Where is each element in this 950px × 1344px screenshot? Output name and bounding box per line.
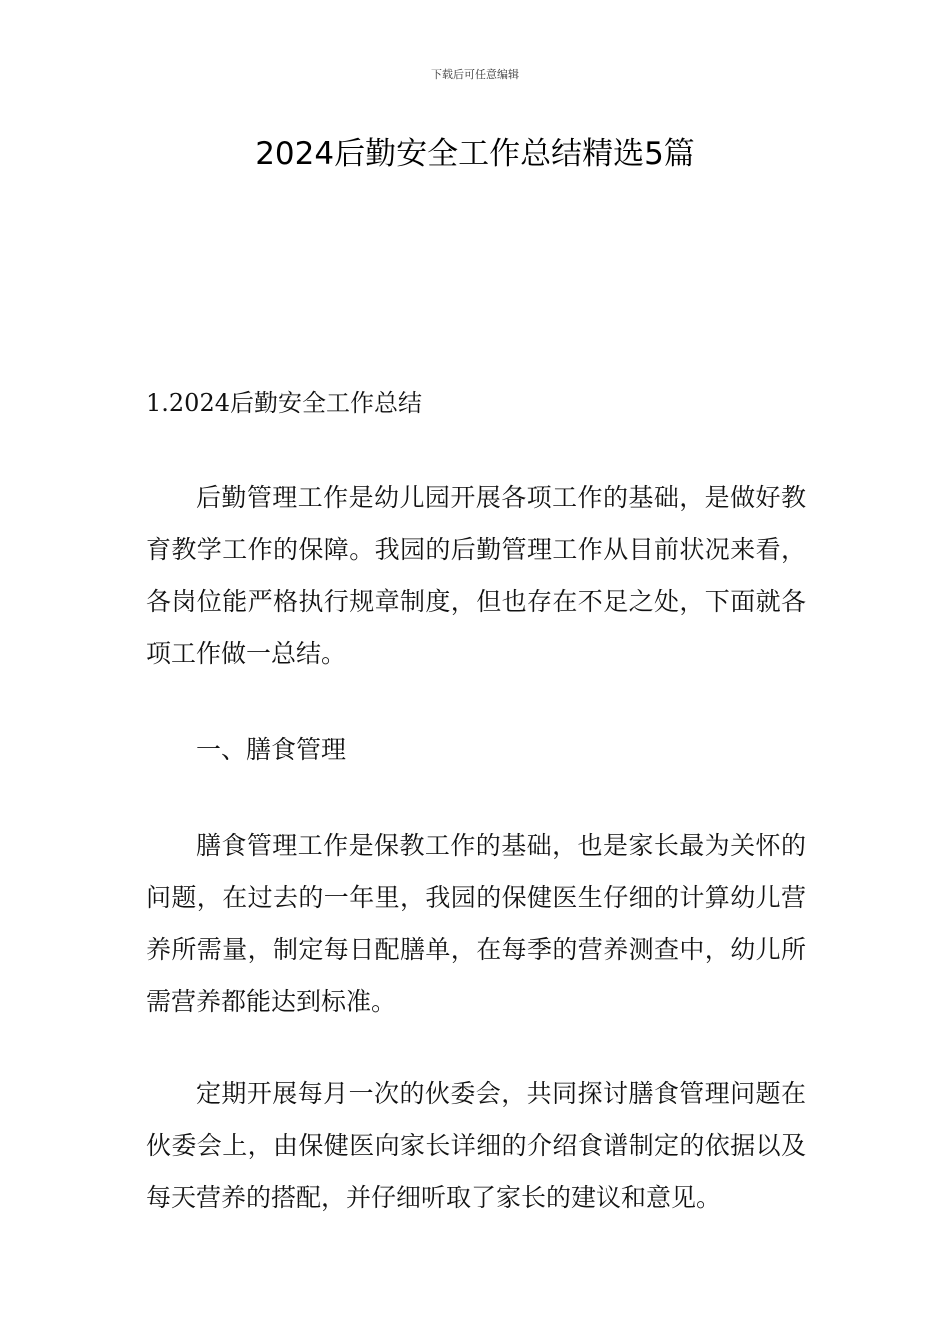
- header-note: 下载后可任意编辑: [431, 68, 519, 81]
- subheading-catering-management: 一、膳食管理: [196, 735, 347, 764]
- paragraph-intro: 后勤管理工作是幼儿园开展各项工作的基础，是做好教育教学工作的保障。我园的后勤管理工作从目前状况来看，各岗位能严格执行规章制度，但也存在不足之处，下面就各项工作做一总结。: [146, 483, 806, 668]
- section-heading: 1.2024后勤安全工作总结: [146, 389, 422, 417]
- paragraph-catering: 膳食管理工作是保教工作的基础，也是家长最为关怀的问题，在过去的一年里，我园的保健医生仔细的计算幼儿营养所需量，制定每日配膳单，在每季的营养测查中，幼儿所需营养都能达到标准。: [146, 831, 806, 1016]
- paragraph-committee: 定期开展每月一次的伙委会，共同探讨膳食管理问题在伙委会上，由保健医向家长详细的介绍食谱制定的依据以及每天营养的搭配，并仔细听取了家长的建议和意见。: [146, 1079, 806, 1212]
- document-title: 2024后勤安全工作总结精选5篇: [255, 136, 695, 172]
